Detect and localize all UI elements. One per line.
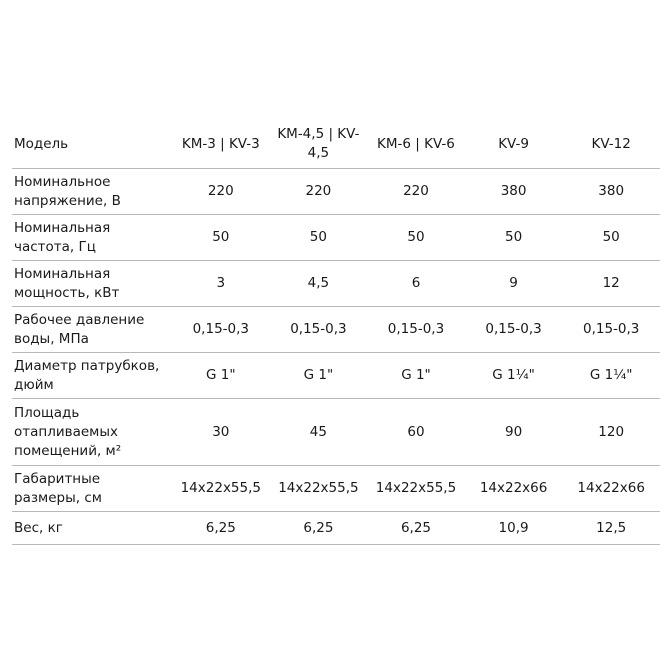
table-cell: 12 xyxy=(562,261,660,307)
table-row-voltage xyxy=(12,169,660,215)
table-row-power xyxy=(12,261,660,307)
header-model-km6-kv6: KM-6 | KV-6 xyxy=(367,120,465,169)
table-cell: 10,9 xyxy=(465,512,563,545)
table-cell: 60 xyxy=(367,399,465,466)
table-cell: 45 xyxy=(270,399,368,466)
table-cell: 0,15-0,3 xyxy=(465,307,563,353)
table-cell: G 1" xyxy=(270,353,368,399)
table-cell: 220 xyxy=(367,169,465,215)
table-cell: G 1" xyxy=(172,353,270,399)
table-row-frequency xyxy=(12,215,660,261)
row-label: Рабочее давление воды, МПа xyxy=(12,307,172,353)
table-cell: 0,15-0,3 xyxy=(367,307,465,353)
table-cell: 380 xyxy=(562,169,660,215)
specifications-table xyxy=(12,120,660,545)
row-label: Номинальное напряжение, В xyxy=(12,169,172,215)
table-cell: 3 xyxy=(172,261,270,307)
row-label: Номинальная частота, Гц xyxy=(12,215,172,261)
table-row-dimensions xyxy=(12,466,660,512)
table-cell: 14x22x66 xyxy=(562,466,660,512)
table-cell: 0,15-0,3 xyxy=(270,307,368,353)
row-label: Диаметр патрубков, дюйм xyxy=(12,353,172,399)
table-row-heated-area xyxy=(12,399,660,466)
table-cell: 12,5 xyxy=(562,512,660,545)
row-label: Вес, кг xyxy=(12,512,172,545)
table-cell: 14x22x55,5 xyxy=(367,466,465,512)
table-row-pipe-diameter xyxy=(12,353,660,399)
header-model-kv9: KV-9 xyxy=(465,120,563,169)
table-cell: 120 xyxy=(562,399,660,466)
header-model-km45-kv45: KM-4,5 | KV-4,5 xyxy=(270,120,368,169)
table-cell: 0,15-0,3 xyxy=(562,307,660,353)
table-header-row xyxy=(12,120,660,169)
table-cell: 14x22x55,5 xyxy=(270,466,368,512)
header-label-model: Модель xyxy=(12,120,172,169)
table-cell: 50 xyxy=(465,215,563,261)
row-label: Номинальная мощность, кВт xyxy=(12,261,172,307)
table-cell: 6,25 xyxy=(172,512,270,545)
table-cell: 30 xyxy=(172,399,270,466)
table-cell: 220 xyxy=(172,169,270,215)
table-cell: 380 xyxy=(465,169,563,215)
table-row-pressure xyxy=(12,307,660,353)
table-cell: G 1" xyxy=(367,353,465,399)
table-cell: 6,25 xyxy=(270,512,368,545)
table-cell: 6,25 xyxy=(367,512,465,545)
row-label: Площадь отапливаемых помещений, м² xyxy=(12,399,172,466)
table-cell: 6 xyxy=(367,261,465,307)
table-cell: G 1¼" xyxy=(562,353,660,399)
table-cell: 50 xyxy=(562,215,660,261)
table-cell: 220 xyxy=(270,169,368,215)
table-cell: 50 xyxy=(270,215,368,261)
table-cell: 0,15-0,3 xyxy=(172,307,270,353)
table-cell: G 1¼" xyxy=(465,353,563,399)
table-row-weight xyxy=(12,512,660,545)
table-cell: 4,5 xyxy=(270,261,368,307)
table-cell: 90 xyxy=(465,399,563,466)
table-cell: 14x22x66 xyxy=(465,466,563,512)
table-cell: 50 xyxy=(367,215,465,261)
table-cell: 9 xyxy=(465,261,563,307)
table-cell: 14x22x55,5 xyxy=(172,466,270,512)
row-label: Габаритные размеры, см xyxy=(12,466,172,512)
header-model-kv12: KV-12 xyxy=(562,120,660,169)
table-cell: 50 xyxy=(172,215,270,261)
header-model-km3-kv3: KM-3 | KV-3 xyxy=(172,120,270,169)
